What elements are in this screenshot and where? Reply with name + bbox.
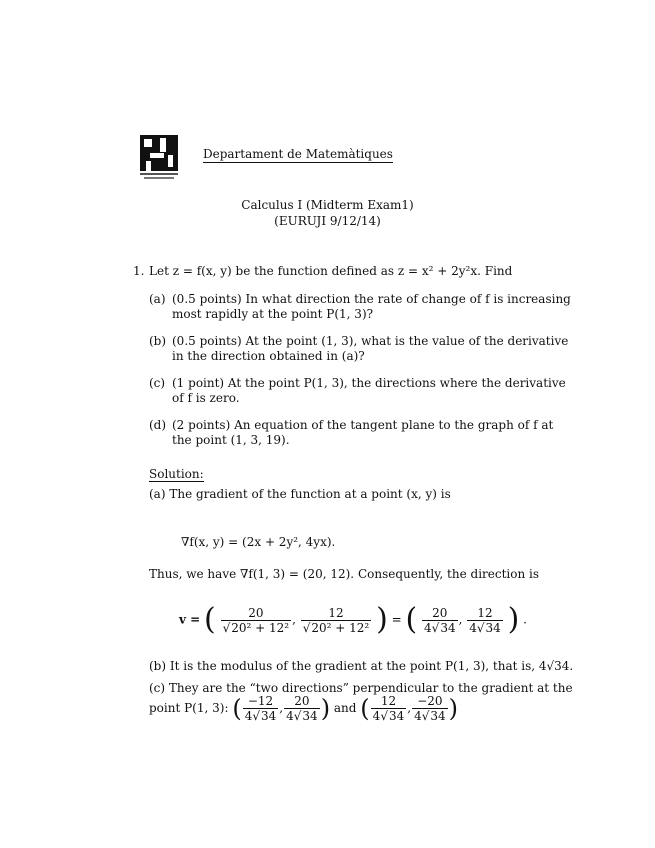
fraction: $\frac{20}{\text{√20² + 12²}}$ <box>222 605 290 635</box>
part-text-line2: the point (1, 3, 19). <box>172 433 290 447</box>
question-number: 1. <box>133 264 145 278</box>
fraction: $\frac{12}{\text{√20² + 12²}}$ <box>302 605 370 635</box>
solution-a-text: (a) The gradient of the function at a point (x, y) is <box>149 487 451 501</box>
university-logo <box>140 135 178 180</box>
department-name: Departament de Matemàtiques <box>203 147 393 161</box>
fraction: $\frac{20}{4√34}$ <box>286 694 318 723</box>
solution-b-text: (b) It is the modulus of the gradient at the point P(1, 3), that is, 4√34. <box>149 659 574 673</box>
part-text-line1: (0.5 points) At the point (1, 3), what is the value of the derivative <box>172 334 569 348</box>
solution-thus-text: Thus, we have ∇f(1, 3) = (20, 12). Consequently, the direction is <box>149 567 540 581</box>
fraction: $\frac{-20}{4√34}$ <box>414 694 446 723</box>
fraction: $\frac{-12}{4√34}$ <box>244 694 277 723</box>
part-text-line2: in the direction obtained in (a)? <box>172 349 365 363</box>
solution-c-line1: (c) They are the “two directions” perpendicular to the gradient at the <box>149 681 573 695</box>
fraction: $\frac{12}{4√34}$ <box>372 694 405 723</box>
solution-heading: Solution: <box>149 467 204 481</box>
v-label: v = <box>179 612 201 627</box>
part-text-line2: of f is zero. <box>172 391 240 405</box>
exam-info: (EURUJI 9/12/14) <box>274 214 381 228</box>
direction-vector-formula: v = ( $\frac{20}{\text{√20² + 12²}}$ , $\frac{12}{\text{√20² + 12²}}$ ) = ( $\frac{20}{4√34}$ , $\frac{12}{4√34}$ ) . <box>179 602 527 637</box>
fraction: $\frac{20}{4√34}$ <box>424 605 456 635</box>
part-label: (d) <box>149 418 167 432</box>
solution-c-line2: point P(1, 3): ( $\frac{-12}{4√34}$ , $\frac{20}{4√34}$ ) and ( $\frac{12}{4√34}$ , $\frac{-20}{4√34}$ ) <box>149 694 459 723</box>
part-label: (b) <box>149 334 167 348</box>
part-label: (c) <box>149 376 166 390</box>
part-label: (a) <box>149 292 166 306</box>
question-intro: Let z = f(x, y) be the function defined as z = x² + 2y²x. Find <box>149 264 513 278</box>
part-text-line1: (0.5 points) In what direction the rate of change of f is increasing <box>172 292 571 306</box>
gradient-formula: ∇f(x, y) = (2x + 2y², 4yx). <box>181 535 336 549</box>
part-text-line1: (2 points) An equation of the tangent plane to the graph of f at <box>172 418 554 432</box>
course-title: Calculus I (Midterm Exam1) <box>241 198 414 212</box>
fraction: $\frac{12}{4√34}$ <box>469 605 501 635</box>
part-text-line2: most rapidly at the point P(1, 3)? <box>172 307 374 321</box>
part-text-line1: (1 point) At the point P(1, 3), the directions where the derivative <box>172 376 566 390</box>
